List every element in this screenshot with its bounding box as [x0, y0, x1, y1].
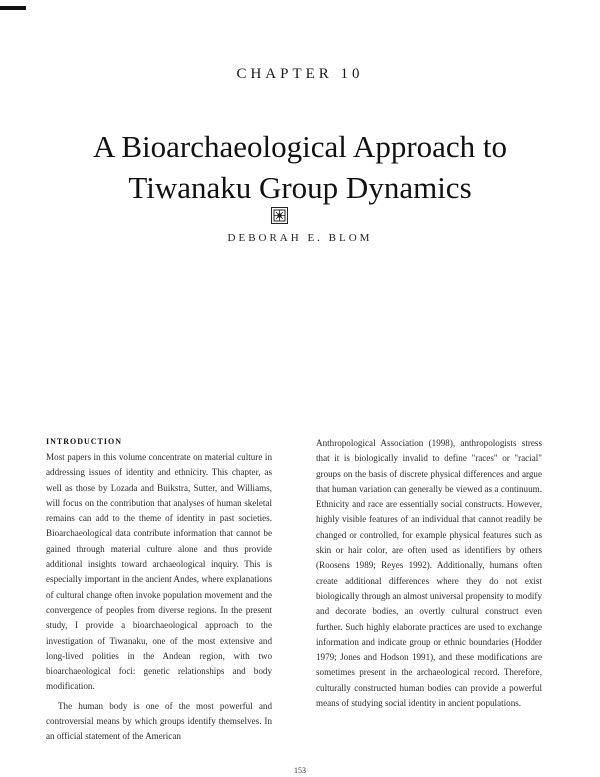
paragraph: Anthropological Association (1998), anthropologists stress that it is biologically invalid to define "races" or "racial" groups on the basis of discrete physical differences and argue that human variation can generally be viewed as a continuum. Ethnicity and race are essentially social constructs. However, highly visible features of an individual that cannot readily be changed or controlled, for example physical features such as skin or hair color, are often used as identifiers by others (Roosens 1989; Reyes 1992). Additionally, humans often create additional differences where they do not exist biologically through an almost universal propensity to modify and decorate bodies, an overtly cultural construct even further. Such highly elaborate practices are used to exchange information and indicate group or ethnic boundaries (Hodder 1979; Jones and Hodson 1991), and these modifications are sometimes present in the archaeological record. Therefore, culturally constructed human bodies can provide a powerful means of studying social identity in ancient populations. [316, 438, 542, 709]
corner-crop-mark [0, 6, 26, 10]
knot-ornament-icon [271, 207, 288, 224]
section-heading: INTRODUCTION [46, 437, 123, 446]
chapter-label: CHAPTER 10 [236, 66, 364, 82]
chapter-title [0, 126, 600, 208]
paragraph: Most papers in this volume concentrate on material culture in addressing issues of identity and ethnicity. This chapter, as well as those by Lozada and Buikstra, Sutter, and Williams, will focus on the contribution that analyses of human skeletal remains can add to the theme of identity in past societies. Bioarchaeological data contribute information that cannot be gained through material culture alone and thus provide additional insights toward archaeological inquiry. This is especially important in the ancient Andes, where explanations of cultural change often invoke population movement and the convergence of peoples from diverse regions. In the present study, I provide a bioarchaeological approach to the investigation of Tiwanaku, one of the most extensive and long-lived polities in the Andean region, with two bioarchaeological foci: genetic relationships and body modification. [46, 452, 272, 692]
chapter-title-line-1: A Bioarchaeological Approach to [92, 129, 508, 164]
page-number: 153 [294, 766, 306, 775]
right-column [316, 436, 542, 711]
paragraph: The human body is one of the most powerful and controversial means by which groups identify themselves. In an official statement of the American [46, 700, 272, 742]
chapter-title-line-2: Tiwanaku Group Dynamics [128, 170, 472, 205]
author-name: DEBORAH E. BLOM [227, 232, 373, 244]
left-column [46, 436, 272, 745]
